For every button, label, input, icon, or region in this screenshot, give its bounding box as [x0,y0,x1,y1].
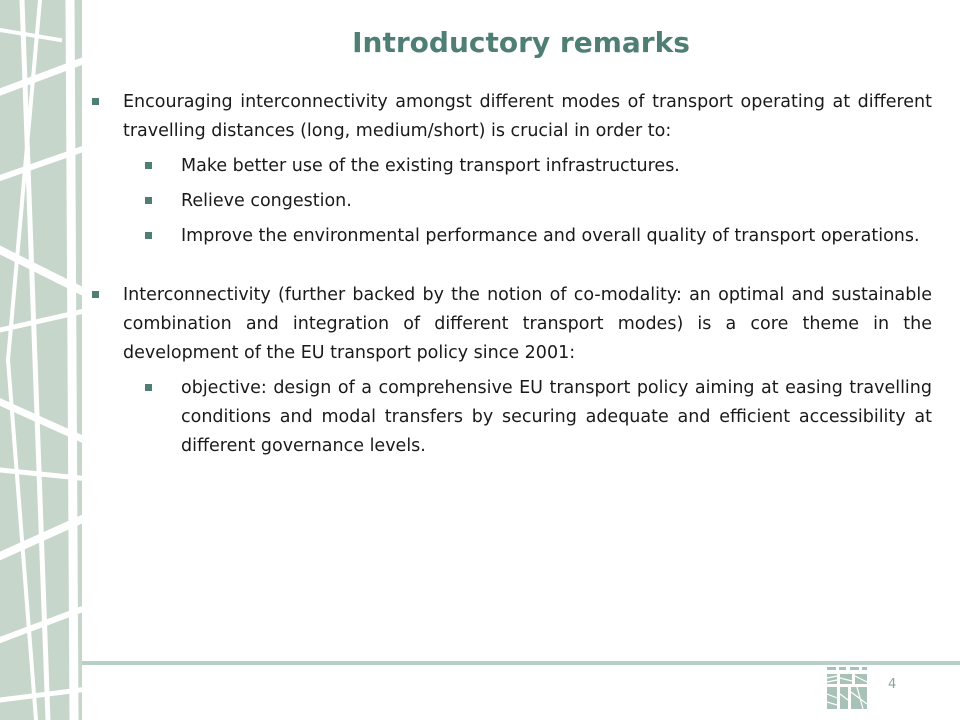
square-bullet-icon [145,384,152,391]
sub-bullet-item [92,374,932,461]
decorative-map-pattern [0,0,82,720]
sub-bullet-text: Relieve congestion. [181,191,352,211]
sub-bullet-item [92,152,932,181]
square-bullet-icon [145,162,152,169]
sub-bullet-text: objective: design of a comprehensive EU transport policy aiming at easing travelling conditions and modal transfers by securing adequate and efficient accessibility at different governance levels. [181,378,932,456]
square-bullet-icon [92,291,99,298]
square-bullet-icon [145,197,152,204]
square-bullet-icon [92,98,99,105]
sub-bullet-item [92,187,932,216]
sub-bullet-text: Make better use of the existing transport infrastructures. [181,156,680,176]
bullet-text: Encouraging interconnectivity amongst different modes of transport operating at different travelling distances (long, medium/short) is crucial in order to: [123,92,932,141]
sub-bullet-text: Improve the environmental performance and overall quality of transport operations. [181,226,920,246]
page-number: 4 [888,677,897,692]
bullet-item [92,281,932,368]
bullet-item [92,88,932,146]
logo-icon [823,664,871,714]
square-bullet-icon [145,232,152,239]
slide-title: Introductory remarks [352,26,690,59]
spacer [92,251,932,281]
bullet-text: Interconnectivity (further backed by the notion of co-modality: an optimal and sustainable combination and integration of different transport modes) is a core theme in the development of the EU transport policy since 2001: [123,285,932,363]
slide-content [92,88,932,461]
sub-bullet-item [92,222,932,251]
